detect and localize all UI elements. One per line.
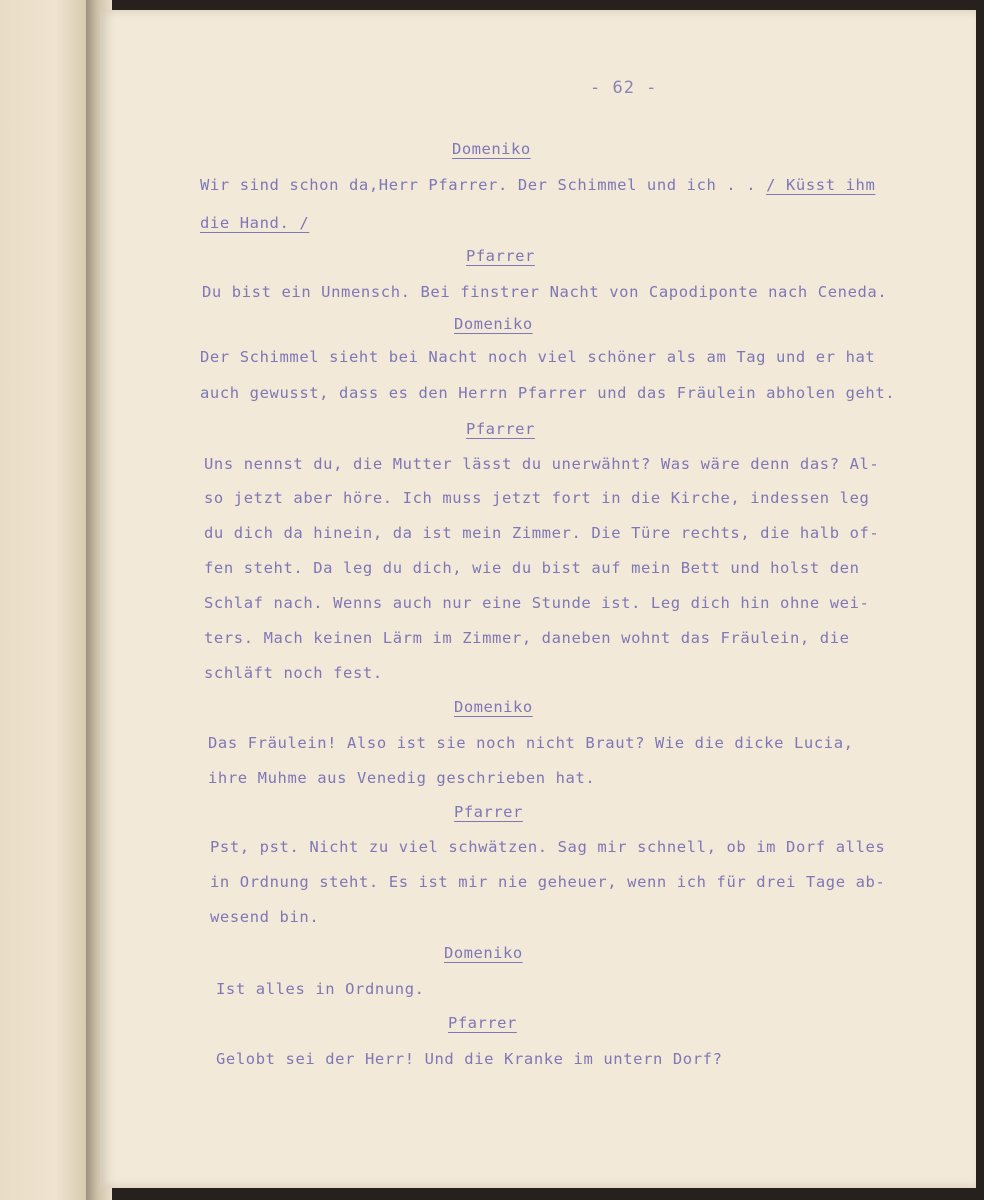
dialogue-line: Schlaf nach. Wenns auch nur eine Stunde ist. Leg dich hin ohne wei- — [204, 594, 870, 612]
dialogue-line: auch gewusst, dass es den Herrn Pfarrer und das Fräulein abholen geht. — [200, 384, 896, 402]
speaker-domeniko: Domeniko — [454, 698, 533, 716]
left-page-edge — [0, 0, 92, 1200]
speaker-pfarrer: Pfarrer — [466, 247, 535, 265]
dialogue-line: ihre Muhme aus Venedig geschrieben hat. — [208, 769, 596, 787]
dialogue-line: Pst, pst. Nicht zu viel schwätzen. Sag mir schnell, ob im Dorf alles — [210, 838, 886, 856]
typescript-page — [100, 10, 976, 1188]
dialogue-line: fen steht. Da leg du dich, wie du bist auf mein Bett und holst den — [204, 559, 860, 577]
speaker-domeniko: Domeniko — [452, 140, 531, 158]
stage-direction: / Küsst ihm — [766, 176, 876, 194]
dialogue-line: Gelobt sei der Herr! Und die Kranke im untern Dorf? — [216, 1050, 723, 1068]
speaker-pfarrer: Pfarrer — [454, 803, 523, 821]
dialogue-line: so jetzt aber höre. Ich muss jetzt fort in die Kirche, indessen leg — [204, 489, 870, 507]
speaker-domeniko: Domeniko — [454, 315, 533, 333]
dialogue-line: Der Schimmel sieht bei Nacht noch viel schöner als am Tag und er hat — [200, 348, 876, 366]
speaker-domeniko: Domeniko — [444, 944, 523, 962]
page-number: - 62 - — [590, 78, 658, 98]
dialogue-line: Uns nennst du, die Mutter lässt du unerwähnt? Was wäre denn das? Al- — [204, 455, 880, 473]
dialogue-line: ters. Mach keinen Lärm im Zimmer, daneben wohnt das Fräulein, die — [204, 629, 850, 647]
dialogue-line: du dich da hinein, da ist mein Zimmer. Die Türe rechts, die halb of- — [204, 524, 880, 542]
stage-direction: die Hand. / — [200, 214, 310, 232]
dialogue-line: schläft noch fest. — [204, 664, 383, 682]
speaker-pfarrer: Pfarrer — [466, 420, 535, 438]
speaker-pfarrer: Pfarrer — [448, 1014, 517, 1032]
dialogue-line: Du bist ein Unmensch. Bei finstrer Nacht von Capodiponte nach Ceneda. — [202, 283, 888, 301]
dialogue-line: Wir sind schon da,Herr Pfarrer. Der Schimmel und ich . . / Küsst ihm — [200, 176, 876, 194]
dialogue-line: wesend bin. — [210, 908, 320, 926]
dialogue-line: Ist alles in Ordnung. — [216, 980, 425, 998]
dialogue-line: Das Fräulein! Also ist sie noch nicht Braut? Wie die dicke Lucia, — [208, 734, 854, 752]
dialogue-line: in Ordnung steht. Es ist mir nie geheuer, wenn ich für drei Tage ab- — [210, 873, 886, 891]
